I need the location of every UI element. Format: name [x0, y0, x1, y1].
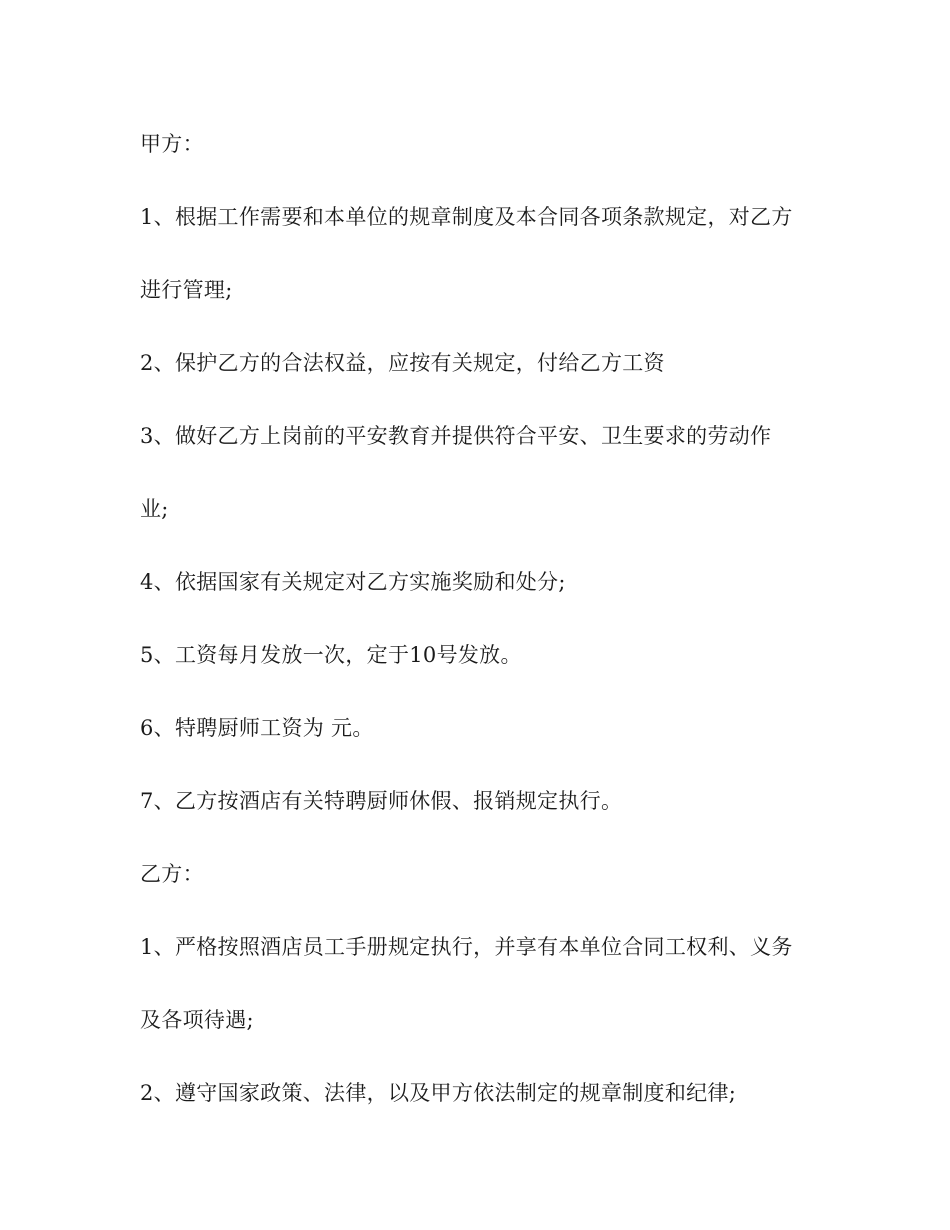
party-a-clause-6: 6、特聘厨师工资为 元。: [140, 716, 374, 740]
party-a-heading: 甲方：: [140, 132, 204, 156]
party-b-clause-1-cont: 及各项待遇;: [140, 1008, 254, 1032]
party-a-clause-1: 1、根据工作需要和本单位的规章制度及本合同各项条款规定，对乙方: [140, 205, 793, 229]
party-b-heading: 乙方：: [140, 862, 204, 886]
party-a-clause-1-cont: 进行管理;: [140, 278, 233, 302]
party-a-clause-7: 7、乙方按酒店有关特聘厨师休假、报销规定执行。: [140, 789, 623, 813]
party-a-clause-4: 4、依据国家有关规定对乙方实施奖励和处分;: [140, 570, 566, 594]
party-a-clause-2: 2、保护乙方的合法权益，应按有关规定，付给乙方工资: [140, 351, 665, 375]
party-b-clause-2: 2、遵守国家政策、法律，以及甲方依法制定的规章制度和纪律;: [140, 1081, 737, 1105]
party-a-clause-5: 5、工资每月发放一次，定于10号发放。: [140, 643, 522, 667]
party-a-clause-3-cont: 业;: [140, 497, 169, 521]
party-a-clause-3: 3、做好乙方上岗前的平安教育并提供符合平安、卫生要求的劳动作: [140, 424, 772, 448]
party-b-clause-1: 1、严格按照酒店员工手册规定执行，并享有本单位合同工权利、义务: [140, 935, 793, 959]
